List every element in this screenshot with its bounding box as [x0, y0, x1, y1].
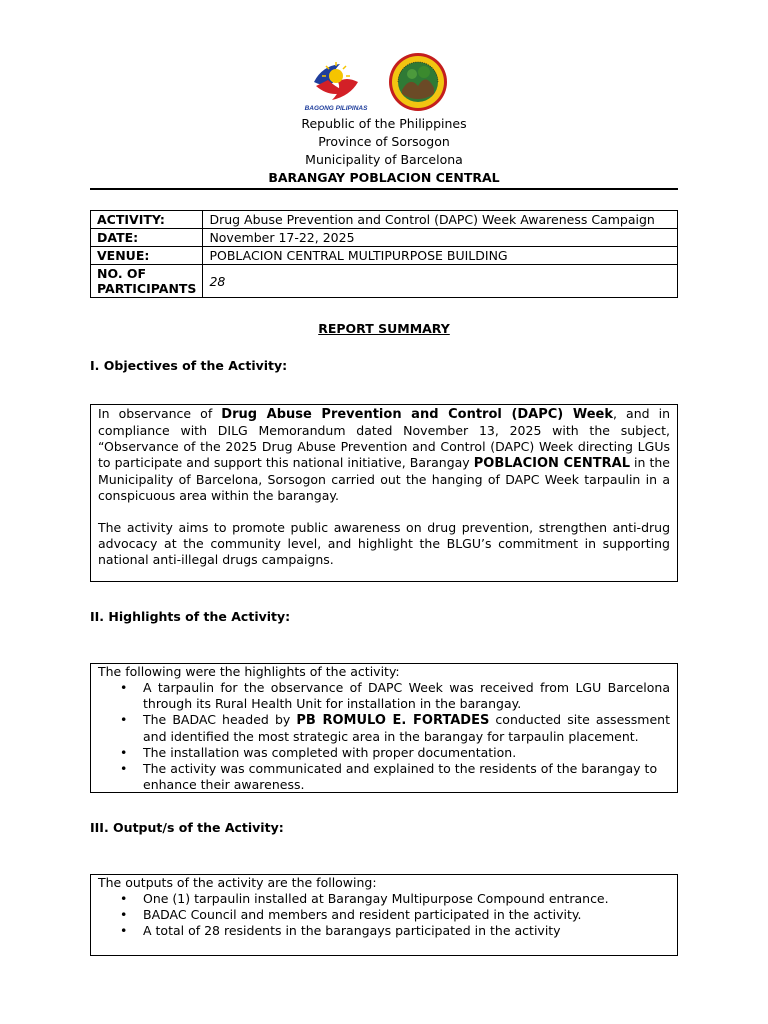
header-barangay-name: BARANGAY POBLACION CENTRAL [268, 170, 500, 185]
highlights-item-4: • The activity was communicated and explained to the residents of the barangay to enhance their awareness. [143, 761, 670, 793]
header-logos [300, 52, 460, 116]
objectives-paragraph-2: The activity aims to promote public awareness on drug prevention, strengthen anti-drug advocacy at the community level, and highlight the BLGU’s commitment in supporting national anti-illegal drugs campaigns. [98, 520, 670, 567]
venue-row [91, 247, 678, 265]
outputs-item-3: • A total of 28 residents in the barangays participated in the activity [143, 923, 670, 939]
report-summary-title: REPORT SUMMARY [318, 321, 450, 336]
objectives-box [90, 404, 678, 582]
highlights-item-2-part-a: The BADAC headed by [143, 712, 297, 727]
objectives-p1-part-e: in the Municipality of Barcelona, Sorsogon carried out the hanging of DAPC Week tarpaulin in a conspicuous area within the barangay. [98, 455, 670, 503]
highlights-pb-name: PB ROMULO E. FORTADES [296, 713, 490, 728]
bagong-pilipinas-text: BAGONG PILIPINAS [304, 105, 368, 112]
bagong-pilipinas-logo [305, 56, 369, 112]
highlights-item-2 [143, 712, 670, 745]
highlights-intro: The following were the highlights of the activity: [98, 664, 400, 679]
venue-value: POBLACION CENTRAL MULTIPURPOSE BUILDING [203, 247, 678, 265]
activity-info-table [90, 210, 678, 298]
objectives-paragraph-1 [98, 406, 670, 504]
activity-label: ACTIVITY: [91, 211, 203, 229]
outputs-item-1: • One (1) tarpaulin installed at Barangay Multipurpose Compound entrance. [143, 891, 670, 907]
highlights-list [98, 680, 670, 793]
outputs-heading: III. Output/s of the Activity: [90, 820, 284, 835]
highlights-item-3: • The installation was completed with proper documentation. [143, 745, 670, 761]
participants-row [91, 265, 678, 298]
objectives-barangay-name: POBLACION CENTRAL [473, 456, 631, 471]
activity-row [91, 211, 678, 229]
date-value: November 17-22, 2025 [203, 229, 678, 247]
header-divider [90, 188, 678, 190]
date-row [91, 229, 678, 247]
outputs-intro: The outputs of the activity are the following: [98, 875, 377, 890]
highlights-box [90, 663, 678, 793]
outputs-box [90, 874, 678, 956]
outputs-list [98, 891, 670, 939]
venue-label: VENUE: [91, 247, 203, 265]
date-label: DATE: [91, 229, 203, 247]
objectives-heading: I. Objectives of the Activity: [90, 358, 288, 373]
objectives-p1-part-a: In observance of [98, 406, 222, 421]
participants-value: 28 [203, 265, 678, 298]
participants-label [91, 265, 203, 298]
barangay-seal [389, 53, 447, 111]
header-line-municipality: Municipality of Barcelona [305, 152, 463, 167]
highlights-item-1: • A tarpaulin for the observance of DAPC Week was received from LGU Barcelona through its Rural Health Unit for installation in the barangay. [143, 680, 670, 712]
highlights-heading: II. Highlights of the Activity: [90, 609, 291, 624]
objectives-p1-part-c: , and in compliance with DILG Memorandum dated November 13, 2025 with the subject, “Observance of the 2025 Drug Abuse Prevention and Control (DAPC) Week directing LGUs to participate and support this national initiative, Barangay [98, 406, 670, 470]
highlights-item-2-part-c: conducted site assessment and identified the most strategic area in the barangay for tarpaulin placement. [143, 712, 670, 744]
objectives-dapc-week: Drug Abuse Prevention and Control (DAPC) Week [221, 407, 614, 422]
activity-value: Drug Abuse Prevention and Control (DAPC) Week Awareness Campaign [203, 211, 678, 229]
participants-label-line2: PARTICIPANTS [97, 281, 197, 296]
participants-label-line1: NO. OF [97, 266, 147, 281]
outputs-item-2: • BADAC Council and members and resident participated in the activity. [143, 907, 670, 923]
header-line-republic: Republic of the Philippines [301, 116, 467, 131]
header-line-province: Province of Sorsogon [318, 134, 450, 149]
